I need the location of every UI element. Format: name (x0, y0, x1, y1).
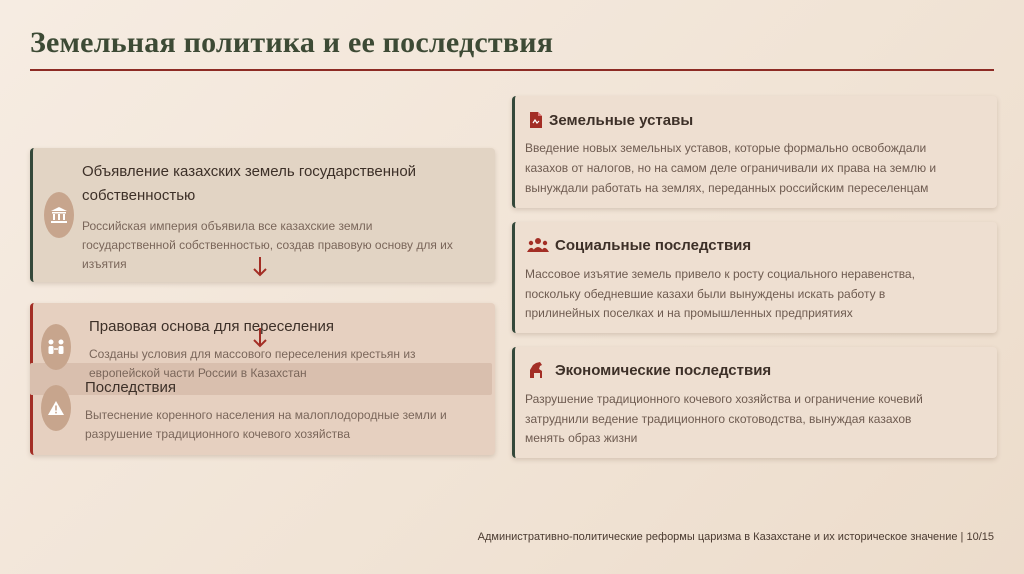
right-card-3-text-line1: Разрушение традиционного кочевого хозяйства и ограничение кочевий (525, 392, 923, 406)
right-card-economic-consequences (512, 347, 997, 458)
title-divider (30, 69, 994, 71)
horse-icon (527, 361, 545, 379)
down-arrow-icon (252, 256, 268, 278)
right-card-3-heading: Экономические последствия (555, 362, 772, 379)
right-card-2-heading: Социальные последствия (555, 237, 752, 254)
left-card-1-heading-line2: собственностью (82, 187, 196, 204)
down-arrow-icon (252, 327, 268, 349)
right-card-1-heading: Земельные уставы (549, 112, 694, 129)
page-title: Земельная политика и ее последствия (30, 26, 554, 59)
left-card-1-text-line3: изъятия (82, 257, 127, 271)
right-card-land-statutes (512, 96, 997, 208)
left-card-3-text-line1: Вытеснение коренного населения на малоплодородные земли и (85, 408, 447, 422)
warning-icon (41, 385, 71, 431)
footer-caption: Административно-политические реформы царизма в Казахстане и их историческое значение | 10/15 (477, 531, 994, 543)
users-icon (527, 236, 549, 254)
right-card-social-consequences (512, 222, 997, 333)
right-card-1-text-line1: Введение новых земельных уставов, которые формально освобождали (525, 141, 927, 155)
left-card-1-text-line1: Российская империя объявила все казахские земли (82, 219, 373, 233)
left-card-3-text-line2: разрушение традиционного кочевого хозяйства (85, 427, 351, 441)
building-columns-icon (44, 192, 74, 238)
right-card-1-text-line2: казахов от налогов, но на самом деле ограничивали их права на землю и (525, 161, 937, 175)
left-card-2-text-line2: европейской части России в Казахстан (89, 366, 307, 380)
right-card-2-text-line1: Массовое изъятие земель привело к росту социального неравенства, (525, 267, 915, 281)
left-card-2-text-line1: Созданы условия для массового переселения крестьян из (89, 347, 416, 361)
right-card-3-text-line2: затруднили ведение традиционного скотоводства, вынуждая казахов (525, 412, 912, 426)
left-card-2-heading: Правовая основа для переселения (89, 318, 334, 335)
right-card-2-text-line2: поскольку обедневшие казахи были вынуждены искать работу в (525, 287, 886, 301)
right-card-3-text-line3: менять образ жизни (525, 431, 638, 445)
right-card-2-text-line3: прилинейных поселках и на промышленных предприятиях (525, 306, 853, 320)
people-exchange-icon (41, 324, 71, 370)
left-card-3-heading: Последствия (85, 379, 176, 396)
right-card-1-text-line3: вынуждали работать на землях, переданных российским переселенцам (525, 181, 929, 195)
document-icon (527, 111, 545, 129)
left-card-1-text-line2: государственной собственностью, создав правовую основу для их (82, 238, 453, 252)
left-card-1-heading-line1: Объявление казахских земель государственной (82, 163, 417, 180)
